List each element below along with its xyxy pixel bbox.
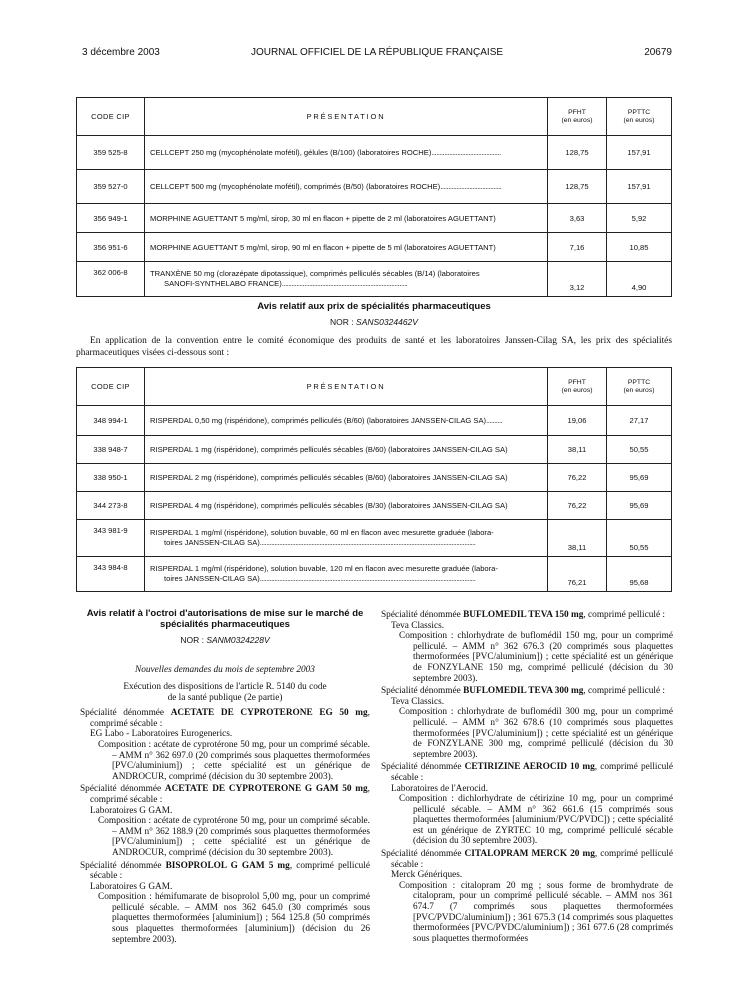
col-presentation: PRÉSENTATION	[145, 368, 548, 406]
cell-ppttc: 95,69	[607, 464, 672, 492]
avis-prix-paragraph: En application de la convention entre le comité économique des produits de santé et les laboratoires Janssen-Cilag SA, les prix des spécialités pharmaceutiques visées ci-dessous sont :	[76, 336, 672, 358]
cell-presentation: RISPERDAL 2 mg (rispéridone), comprimés pelliculés sécables (B/60) (laboratoires JANSSEN-CILAG SA)	[145, 464, 548, 492]
cell-presentation: RISPERDAL 0,50 mg (rispéridone), comprimés pelliculés (B/60) (laboratoires JANSSEN-CILAG SA)..........	[145, 406, 548, 436]
cell-presentation: MORPHINE AGUETTANT 5 mg/ml, sirop, 90 ml en flacon + pipette de 5 ml (laboratoires AGUETTANT)	[145, 233, 548, 262]
cell-presentation: CELLCEPT 500 mg (mycophénolate mofétil), comprimés (B/50) (laboratoires ROCHE)......................................	[145, 170, 548, 204]
avis-prix-nor: NOR : SANS0324462V	[330, 317, 418, 327]
table-row	[77, 233, 672, 262]
table-row	[77, 492, 672, 520]
specialite-entry: Spécialité dénommée BUFLOMEDIL TEVA 150 mg, comprimé pelliculé : Teva Classics. Composition : chlorhydrate de buflomédil 150 mg, pour un comprimé pelliculé. – AMM n° 362 676.3 (20 comprimés sous plaquettes thermoformées [PVC/aluminium]) ; cette spécialité est un générique de FONZYLANE 150 mg, comprimé pelliculé (décision du 30 septembre 2003).	[381, 610, 673, 684]
specialite-entry: Spécialité dénommée CITALOPRAM MERCK 20 mg, comprimé pelliculé sécable : Merck Génériques. Composition : citalopram 20 mg ; sous forme de bromhydrate de citalopram, pour un comprimé pelliculé sécable. – AMM nos 361 674.7 (7 comprimés sous plaquettes thermoformées [PVC/PVDC/aluminium]) ; 361 675.3 (14 comprimés sous plaquettes thermoformées [PVC/PVDC/aluminium]) ; 361 677.6 (28 comprimés sous plaquettes thermoformées	[381, 849, 673, 944]
specialite-name: BISOPROLOL G GAM 5 mg	[165, 860, 290, 871]
cell-ppttc: 5,92	[607, 204, 672, 233]
composition: Composition : chlorhydrate de buflomédil 150 mg, pour un comprimé pelliculé. – AMM n° 362 676.3 (20 comprimés sous plaquettes thermoformées [PVC/aluminium]) ; cette spécialité est un générique de FONZYLANE 150 mg, comprimé pelliculé (décision du 30 septembre 2003).	[399, 631, 673, 684]
header-page-number: 20679	[644, 47, 672, 58]
cell-code: 356 949-1	[77, 204, 145, 233]
table-row	[77, 262, 672, 297]
header-date: 3 décembre 2003	[82, 47, 160, 58]
cell-code: 348 994-1	[77, 406, 145, 436]
composition: Composition : hémifumarate de bisoprolol 5,00 mg, pour un comprimé pelliculé sécable. – AMM nos 362 645.0 (30 comprimés sous plaquettes thermoformées [aluminium]) ; 564 125.8 (50 comprimés sous plaquettes thermoformées [aluminium]) (décision du 26 septembre 2003).	[98, 892, 370, 945]
header-journal-title: JOURNAL OFFICIEL DE LA RÉPUBLIQUE FRANÇAISE	[250, 47, 504, 58]
cell-presentation: RISPERDAL 4 mg (rispéridone), comprimés pelliculés sécables (B/30) (laboratoires JANSSEN-CILAG SA)	[145, 492, 548, 520]
cell-pfht: 3,63	[548, 204, 607, 233]
composition: Composition : dichlorhydrate de cétirizine 10 mg, pour un comprimé pelliculé sécable. – AMM n° 362 661.6 (15 comprimés sous plaquettes thermoformées [aluminium/PVC/PVDC]) ; cette spécialité est un générique de ZYRTEC 10 mg, comprimé pelliculé sécable (décision du 30 septembre 2003).	[399, 794, 673, 847]
col-code-cip: CODE CIP	[77, 98, 145, 136]
laboratoire: EG Labo - Laboratoires Eurogenerics.	[90, 729, 233, 740]
cell-pfht: 128,75	[548, 136, 607, 170]
cell-ppttc: 4,90	[607, 262, 672, 297]
cell-pfht: 76,22	[548, 492, 607, 520]
table-row	[77, 204, 672, 233]
cell-ppttc: 50,55	[607, 436, 672, 464]
cell-ppttc: 27,17	[607, 406, 672, 436]
table-row	[77, 136, 672, 170]
cell-code: 338 948-7	[77, 436, 145, 464]
specialite-name: ACETATE DE CYPROTERONE G GAM 50 mg	[164, 784, 368, 795]
cell-ppttc: 95,69	[607, 492, 672, 520]
specialite-entry: Spécialité dénommée ACETATE DE CYPROTERONE EG 50 mg, comprimé sécable : EG Labo - Laboratoires Eurogenerics. Composition : acétate de cyprotérone 50 mg, pour un comprimé sécable. – AMM n° 362 697.0 (20 comprimés sous plaquettes thermoformées [PVC/aluminium]) ; cette spécialité est un générique de ANDROCUR, comprimé (décision du 30 septembre 2003).	[80, 708, 370, 782]
cell-presentation: RISPERDAL 1 mg/ml (rispéridone), solution buvable, 120 ml en flacon avec mesurette graduée (labora- toires JANSSEN-CILAG SA)......................................................................................................................................	[145, 557, 548, 592]
cell-pfht: 7,16	[548, 233, 607, 262]
laboratoire: Teva Classics.	[391, 696, 445, 707]
table-row	[77, 520, 672, 557]
specialite-name: ACETATE DE CYPROTERONE EG 50 mg	[170, 708, 368, 719]
avis-amm-nor: NOR : SANM0324228V	[180, 635, 270, 645]
cell-code: 356 951-6	[77, 233, 145, 262]
composition: Composition : acétate de cyprotérone 50 mg, pour un comprimé sécable. – AMM n° 362 697.0 (20 comprimés sous plaquettes thermoformées [PVC/aluminium]) ; cette spécialité est un générique de ANDROCUR, comprimé (décision du 30 septembre 2003).	[98, 739, 370, 782]
cell-code: 359 527-0	[77, 170, 145, 204]
specialite-name: BUFLOMEDIL TEVA 300 mg	[463, 686, 584, 697]
cell-pfht: 76,22	[548, 464, 607, 492]
cell-ppttc: 10,85	[607, 233, 672, 262]
cell-code: 359 525-8	[77, 136, 145, 170]
col-ppttc: PPTTC (en euros)	[607, 98, 672, 136]
specialite-name: CITALOPRAM MERCK 20 mg	[464, 849, 595, 860]
laboratoire: Laboratoires G GAM.	[90, 805, 173, 816]
cell-code: 338 950-1	[77, 464, 145, 492]
avis-amm-subtitle: Nouvelles demandes du mois de septembre 2003	[135, 664, 315, 675]
left-column	[80, 608, 370, 945]
price-table-1	[76, 97, 672, 297]
table-header-row	[77, 368, 672, 406]
cell-presentation: MORPHINE AGUETTANT 5 mg/ml, sirop, 30 ml en flacon + pipette de 2 ml (laboratoires AGUETTANT)	[145, 204, 548, 233]
table-row	[77, 170, 672, 204]
laboratoire: Laboratoires de l'Aerocid.	[391, 783, 488, 794]
composition: Composition : citalopram 20 mg ; sous forme de bromhydrate de citalopram, pour un comprimé pelliculé sécable. – AMM nos 361 674.7 (7 comprimés sous plaquettes thermoformées [PVC/PVDC/aluminium]) ; 361 675.3 (14 comprimés sous plaquettes thermoformées [PVC/PVDC/aluminium]) ; 361 677.6 (28 comprimés sous plaquettes thermoformées	[399, 880, 673, 944]
cell-ppttc: 95,68	[607, 557, 672, 592]
laboratoire: Laboratoires G GAM.	[90, 881, 173, 892]
composition: Composition : chlorhydrate de buflomédil 300 mg, pour un comprimé pelliculé. – AMM n° 362 678.6 (10 comprimés sous plaquettes thermoformées [PVC/aluminium]) ; cette spécialité est un générique de FONZYLANE 300 mg, comprimé pelliculé (décision du 30 septembre 2003).	[399, 707, 673, 760]
laboratoire: Teva Classics.	[391, 620, 445, 631]
cell-presentation: TRANXÈNE 50 mg (clorazépate dipotassique), comprimés pelliculés sécables (B/14) (laboratoires SANOFI-SYNTHELABO FRANCE)..............................................................................	[145, 262, 548, 297]
col-code-cip: CODE CIP	[77, 368, 145, 406]
price-table-2	[76, 367, 672, 592]
avis-amm-title: Avis relatif à l'octroi d'autorisations de mise sur le marché de spécialités pharmaceutiques	[86, 608, 364, 630]
cell-pfht: 38,11	[548, 436, 607, 464]
table-row	[77, 557, 672, 592]
running-header	[82, 47, 672, 61]
specialite-name: CETIRIZINE AEROCID 10 mg	[464, 762, 595, 773]
table-row	[77, 406, 672, 436]
specialite-entry: Spécialité dénommée BUFLOMEDIL TEVA 300 mg, comprimé pelliculé : Teva Classics. Composition : chlorhydrate de buflomédil 300 mg, pour un comprimé pelliculé. – AMM n° 362 678.6 (10 comprimés sous plaquettes thermoformées [PVC/aluminium]) ; cette spécialité est un générique de FONZYLANE 300 mg, comprimé pelliculé (décision du 30 septembre 2003).	[381, 686, 673, 760]
specialite-entry: Spécialité dénommée ACETATE DE CYPROTERONE G GAM 50 mg, comprimé sécable : Laboratoires G GAM. Composition : acétate de cyprotérone 50 mg, pour un comprimé sécable. – AMM n° 362 188.9 (20 comprimés sous plaquettes thermoformées [PVC/aluminium]) ; cette spécialité est un générique de ANDROCUR, comprimé (décision du 30 septembre 2003).	[80, 784, 370, 858]
cell-pfht: 19,06	[548, 406, 607, 436]
cell-pfht: 38,11	[548, 520, 607, 557]
cell-pfht: 3,12	[548, 262, 607, 297]
cell-code: 362 006-8	[77, 262, 145, 297]
cell-presentation: RISPERDAL 1 mg/ml (rispéridone), solution buvable, 60 ml en flacon avec mesurette graduée (labora- toires JANSSEN-CILAG SA)......................................................................................................................................	[145, 520, 548, 557]
col-presentation: PRÉSENTATION	[145, 98, 548, 136]
col-pfht: PFHT (en euros)	[548, 368, 607, 406]
cell-presentation: CELLCEPT 250 mg (mycophénolate mofétil), gélules (B/100) (laboratoires ROCHE)...........................................	[145, 136, 548, 170]
cell-ppttc: 157,91	[607, 170, 672, 204]
table-header-row	[77, 98, 672, 136]
table-row	[77, 464, 672, 492]
col-ppttc: PPTTC (en euros)	[607, 368, 672, 406]
avis-amm-execution: Exécution des dispositions de l'article R. 5140 du code de la santé publique (2e partie)	[123, 682, 327, 704]
specialite-entry: Spécialité dénommée CETIRIZINE AEROCID 10 mg, comprimé pelliculé sécable : Laboratoires de l'Aerocid. Composition : dichlorhydrate de cétirizine 10 mg, pour un comprimé pelliculé sécable. – AMM n° 362 661.6 (15 comprimés sous plaquettes thermoformées [aluminium/PVC/PVDC]) ; cette spécialité est un générique de ZYRTEC 10 mg, comprimé pelliculé sécable (décision du 30 septembre 2003).	[381, 762, 673, 847]
cell-ppttc: 157,91	[607, 136, 672, 170]
cell-presentation: RISPERDAL 1 mg (rispéridone), comprimés pelliculés sécables (B/60) (laboratoires JANSSEN-CILAG SA)	[145, 436, 548, 464]
cell-pfht: 128,75	[548, 170, 607, 204]
specialite-entry: Spécialité dénommée BISOPROLOL G GAM 5 mg, comprimé pelliculé sécable : Laboratoires G GAM. Composition : hémifumarate de bisoprolol 5,00 mg, pour un comprimé pelliculé sécable. – AMM nos 362 645.0 (30 comprimés sous plaquettes thermoformées [aluminium]) ; 564 125.8 (50 comprimés sous plaquettes thermoformées [aluminium]) (décision du 26 septembre 2003).	[80, 860, 370, 945]
specialite-name: BUFLOMEDIL TEVA 150 mg	[463, 610, 584, 620]
avis-prix-title: Avis relatif aux prix de spécialités pharmaceutiques	[257, 301, 491, 312]
cell-ppttc: 50,55	[607, 520, 672, 557]
laboratoire: Merck Génériques.	[391, 870, 463, 881]
composition: Composition : acétate de cyprotérone 50 mg, pour un comprimé sécable. – AMM n° 362 188.9 (20 comprimés sous plaquettes thermoformées [PVC/aluminium]) ; cette spécialité est un générique de ANDROCUR, comprimé (décision du 30 septembre 2003).	[98, 816, 370, 858]
cell-pfht: 76,21	[548, 557, 607, 592]
right-column	[381, 608, 673, 944]
cell-code: 343 984-8	[77, 557, 145, 592]
cell-code: 343 981-9	[77, 520, 145, 557]
table-row	[77, 436, 672, 464]
cell-code: 344 273-8	[77, 492, 145, 520]
col-pfht: PFHT (en euros)	[548, 98, 607, 136]
